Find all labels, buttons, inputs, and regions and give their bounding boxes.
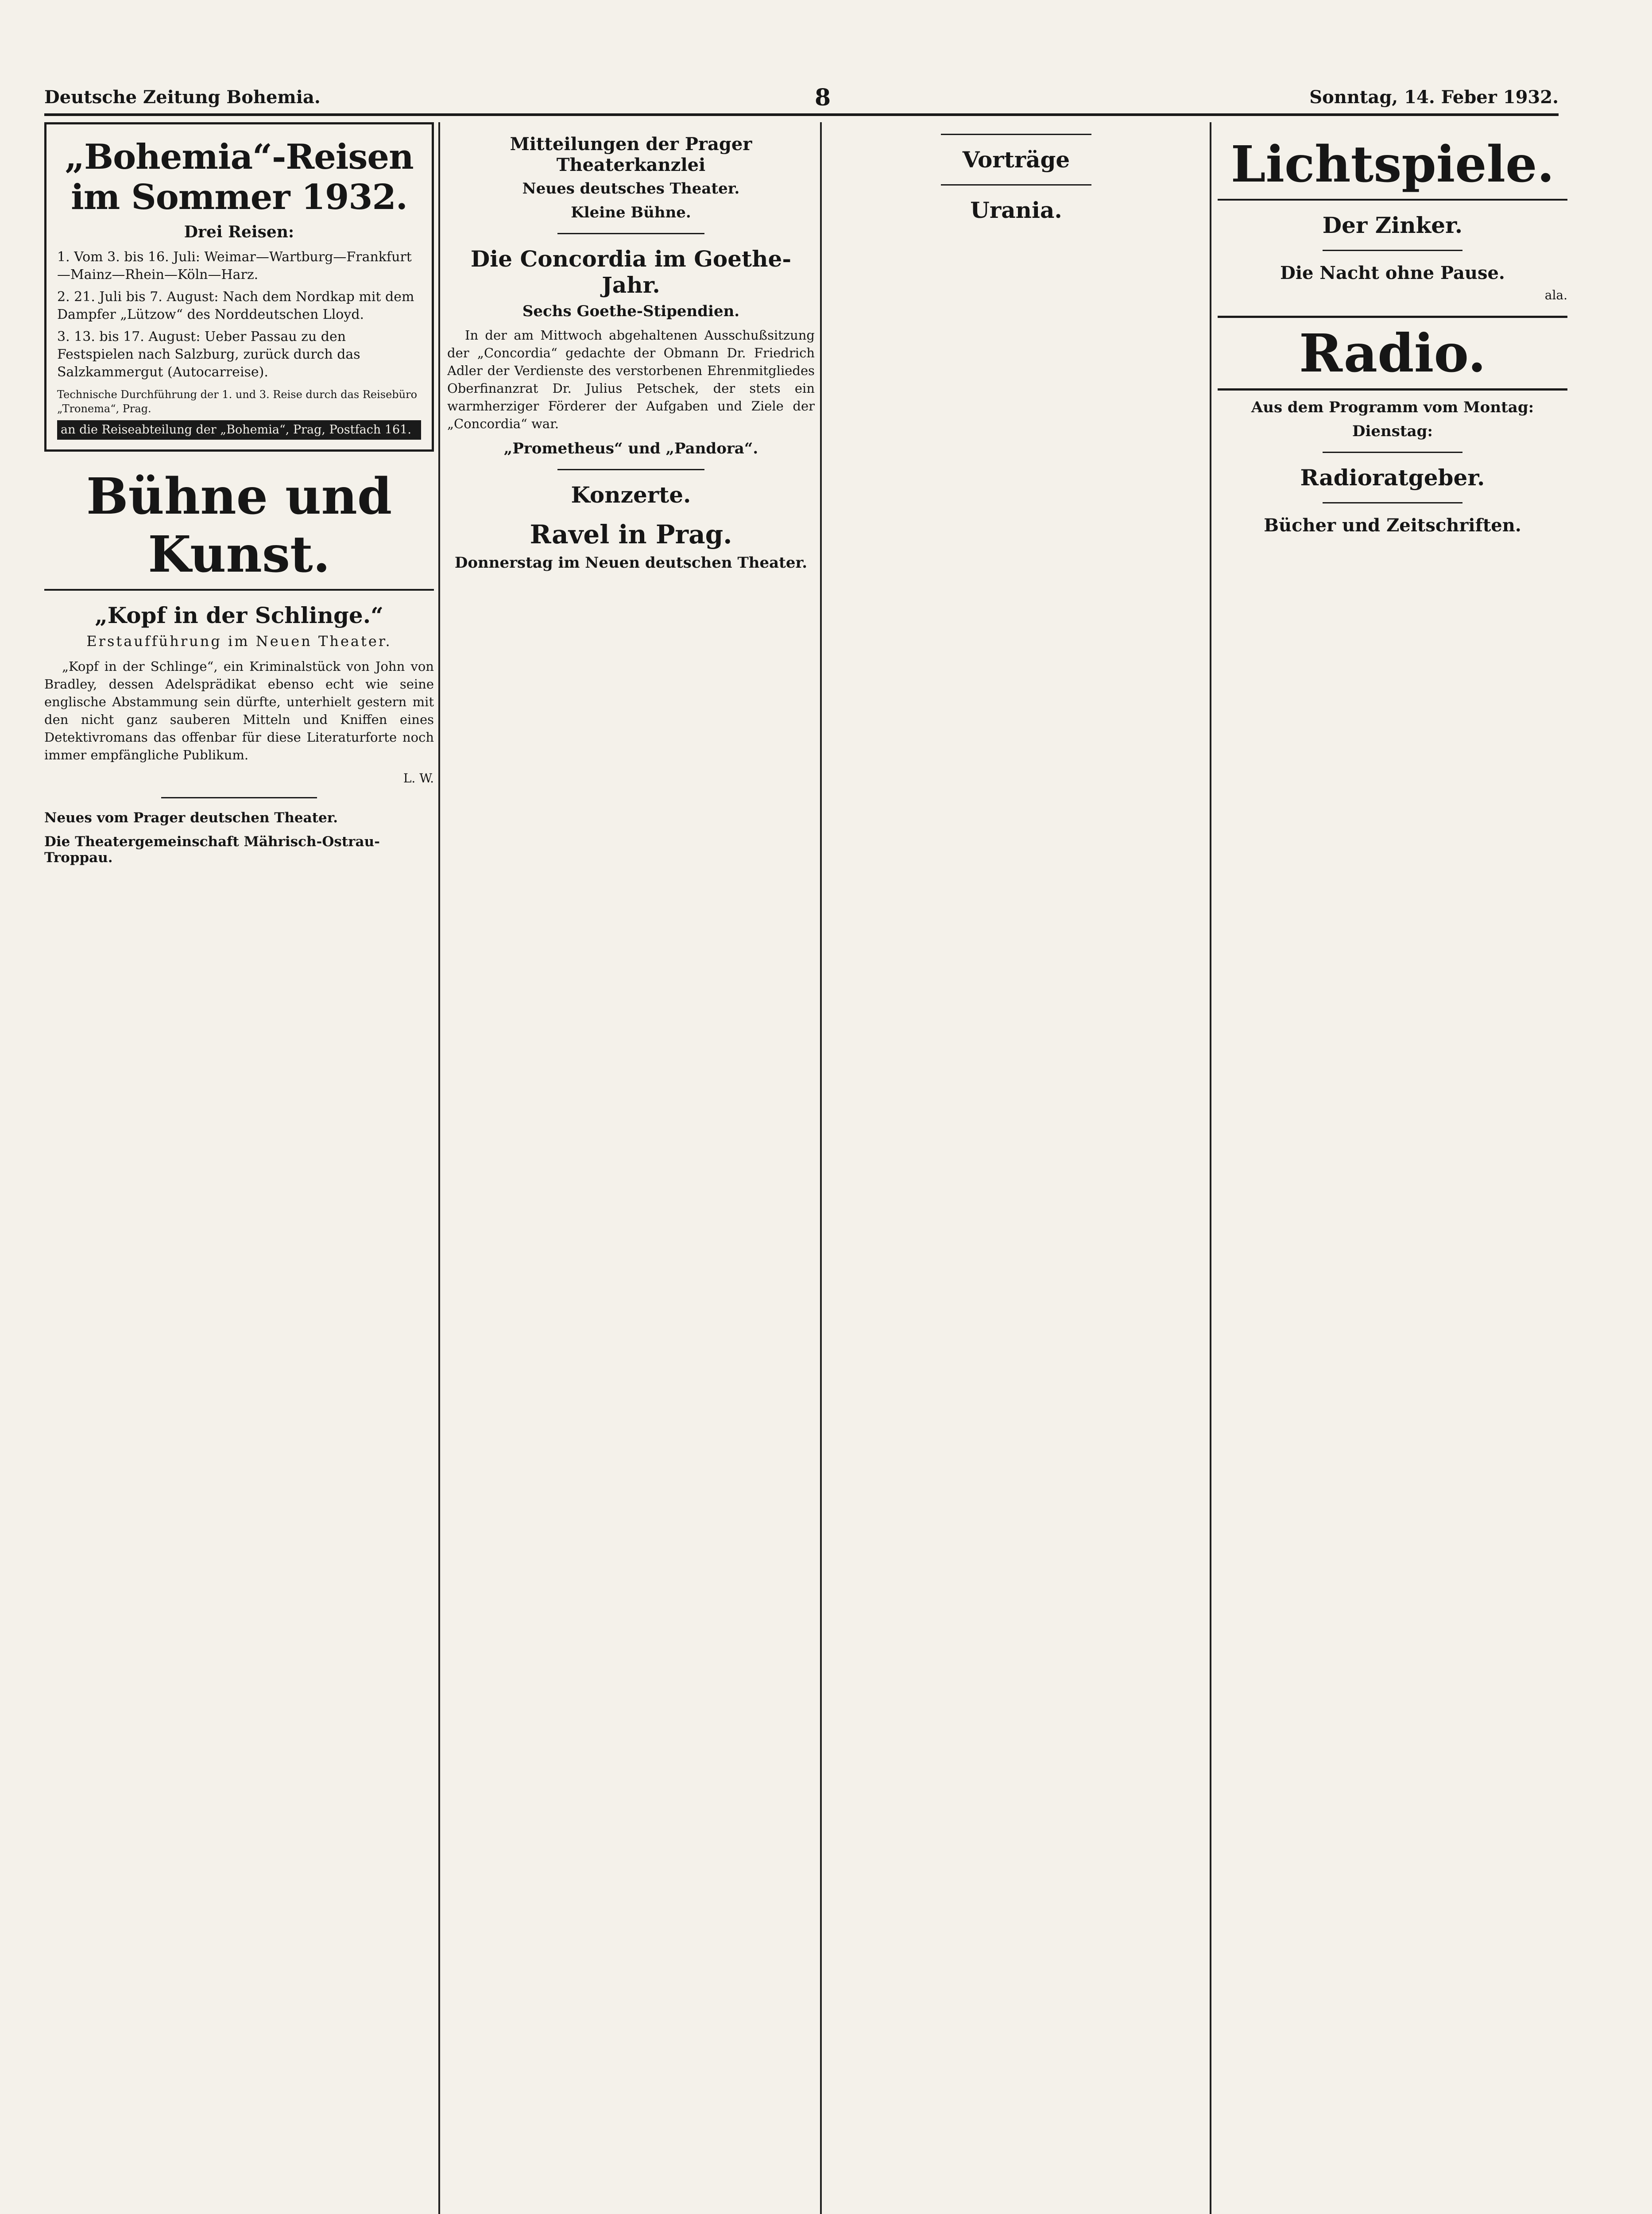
- small-stage-heading: Kleine Bühne.: [571, 204, 691, 221]
- notice-heading: Neues vom Prager deutschen Theater.: [44, 810, 338, 826]
- section-divider: [1323, 250, 1462, 251]
- travel-advert-box: [44, 122, 434, 452]
- section-divider: [557, 233, 704, 234]
- notice-heading: Die Theatergemeinschaft Mährisch-Ostrau-Troppau.: [44, 834, 380, 866]
- section-divider: [941, 134, 1091, 135]
- column-3: [828, 122, 1204, 2214]
- radio-program-heading: Aus dem Programm vom Montag:: [1251, 399, 1534, 416]
- radio-tuesday-heading: Dienstag:: [1352, 422, 1433, 440]
- travel-advert-title: „Bohemia“-Reisen im Sommer 1932.: [65, 137, 414, 217]
- ravel-subheading: Donnerstag im Neuen deutschen Theater.: [454, 554, 808, 572]
- tour-item: 3. 13. bis 17. August: Ueber Passau zu den Festspielen nach Salzburg, zurück durch das Salzkammergut (Autocarreise).: [57, 329, 360, 380]
- film-review-heading: Der Zinker.: [1322, 212, 1463, 238]
- author-initials: ala.: [1544, 288, 1567, 302]
- section-banner-radio: Radio.: [1218, 316, 1567, 391]
- article-paragraph: In der am Mittwoch abgehaltenen Ausschußsitzung der „Concordia“ gedachte der Obmann Dr. Friedrich Adler der Verdienste des verstorbenen Ehrenmitgliedes Oberfinanzrat Dr. Julius Petschek, der stets ein warmherziger Förderer der Aufgaben und Ziele der „Concordia“ war.: [447, 328, 815, 431]
- books-heading: Bücher und Zeitschriften.: [1264, 515, 1521, 536]
- page-number: 8: [815, 84, 831, 111]
- concordia-heading: Die Concordia im Goethe-Jahr.: [470, 246, 792, 298]
- tour-item: 1. Vom 3. bis 16. Juli: Weimar—Wartburg—Frankfurt—Mainz—Rhein—Köln—Harz.: [57, 249, 412, 283]
- concordia-subheading: Sechs Goethe-Stipendien.: [522, 302, 740, 320]
- dateline: Sonntag, 14. Feber 1932.: [1309, 87, 1559, 108]
- section-banner-stage-and-art: Bühne und Kunst.: [44, 468, 434, 591]
- tour-item: 2. 21. Juli bis 7. August: Nach dem Nordkap mit dem Dampfer „Lützow“ des Norddeutschen Lloyd.: [57, 289, 414, 322]
- masthead: [44, 84, 1559, 116]
- review-title: „Kopf in der Schlinge.“: [95, 602, 383, 628]
- column-divider: [1210, 122, 1211, 2214]
- section-divider: [1323, 452, 1462, 453]
- section-banner-films: Lichtspiele.: [1218, 135, 1567, 201]
- urania-heading: Urania.: [970, 197, 1062, 223]
- radio-advice-heading: Radioratgeber.: [1300, 464, 1485, 491]
- column-divider: [820, 122, 822, 2214]
- travel-advert-subtitle: Drei Reisen:: [184, 223, 294, 241]
- column-2: [447, 122, 815, 2214]
- tour-note: Technische Durchführung der 1. und 3. Reise durch das Reisebüro „Tronema“, Prag.: [57, 388, 418, 415]
- section-divider: [1323, 502, 1462, 503]
- review-subtitle: Erstaufführung im Neuen Theater.: [86, 633, 392, 650]
- film-review-heading: Die Nacht ohne Pause.: [1280, 263, 1505, 283]
- column-4: [1218, 122, 1567, 2214]
- newspaper-name: Deutsche Zeitung Bohemia.: [44, 87, 321, 108]
- section-divider: [161, 797, 317, 798]
- author-initials: L. W.: [403, 771, 434, 786]
- section-divider: [941, 184, 1091, 186]
- ravel-heading: Ravel in Prag.: [530, 519, 732, 550]
- article-paragraph: „Kopf in der Schlinge“, ein Kriminalstück von John von Bradley, dessen Adelsprädikat ebenso echt wie seine englische Abstammung sein dürfte, unterhielt gestern mit den nicht ganz sauberen Mitteln und Kniffen eines Detektivromans das offenbar für diese Literaturforte noch immer empfängliche Publikum.: [44, 659, 434, 763]
- tour-footer: an die Reiseabteilung der „Bohemia“, Prag, Postfach 161.: [57, 420, 421, 440]
- lectures-heading: Vorträge: [962, 147, 1070, 173]
- column-divider: [438, 122, 440, 2214]
- column-1: [44, 122, 434, 2214]
- prometheus-heading: „Prometheus“ und „Pandora“.: [503, 440, 758, 457]
- theatre-subheading: Neues deutsches Theater.: [522, 180, 740, 197]
- concerts-heading: Konzerte.: [571, 482, 691, 508]
- theatre-office-heading: Mitteilungen der Prager Theaterkanzlei: [510, 134, 752, 175]
- section-divider: [557, 469, 704, 470]
